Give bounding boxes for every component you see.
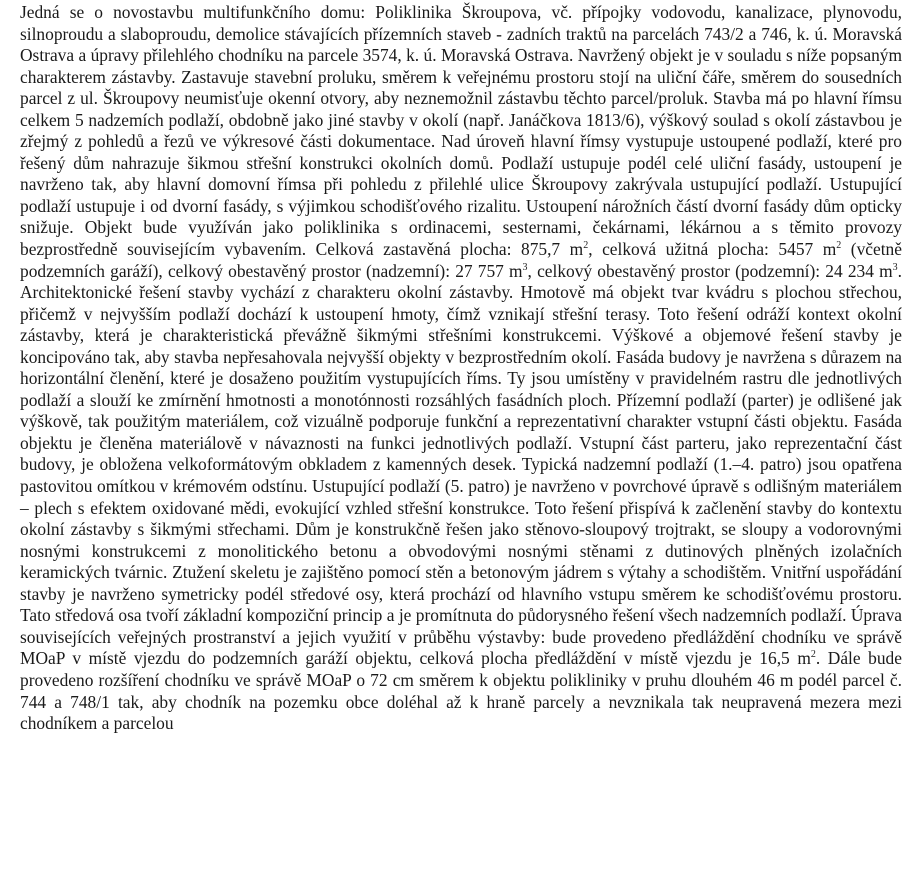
superscript-area-unit-1: 2 bbox=[583, 240, 589, 252]
superscript-area-unit-3: 2 bbox=[810, 649, 816, 661]
text-segment-6: . Dále bude provedeno rozšíření chodníku ve správě MOaP o 72 cm směrem k objektu polikliniky v pruhu dlouhém 46 m podél parcel č. 744 a 748/1 tak, aby chodník na pozemku obce doléhal až k hraně parcely a nevznikala tak neupravená mezera mezi chodníkem a parcelou bbox=[20, 648, 902, 734]
document-text-block bbox=[20, 2, 902, 735]
text-segment-1: Jedná se o novostavbu multifunkčního domu: Poliklinika Škroupova, vč. přípojky vodovodu, kanalizace, plynovodu, silnoproudu a slaboproudu, demolice stávajících přízemních staveb - zadních traktů na parcelách 743/2 a 746, k. ú. Moravská Ostrava a úpravy přilehlého chodníku na parcele 3574, k. ú. Moravská Ostrava. Navržený objekt je v souladu s níže popsaným charakterem zástavby. Zastavuje stavební proluku, směrem k veřejnému prostoru stojí na uliční čáře, směrem do sousedních parcel z ul. Škroupovy neumisťuje okenní otvory, aby neznemožnil zástavbu těchto parcel/proluk. Stavba má po hlavní římsu celkem 5 nadzemích podlaží, obdobně jako jiné stavby v okolí (např. Janáčkova 1813/6), výškový soulad s okolí zástavbou je zřejmý z pohledů a řezů ve výkresové části dokumentace. Nad úroveň hlavní římsy vystupuje ustoupené podlaží, které pro řešený dům nahrazuje šikmou střešní konstrukci okolních domů. Podlaží ustupuje podél celé uliční fasády, ustoupení je navrženo tak, aby hlavní domovní římsa při pohledu z přilehlé ulice Škroupovy zakrývala ustupující podlaží. Ustupující podlaží ustupuje i od dvorní fasády, s výjimkou schodišťového rizalitu. Ustoupení nárožních částí dvorní fasády dům opticky snižuje. Objekt bude využíván jako poliklinika s ordinacemi, sesternami, čekárnami, lékárnou a s těmito provozy bezprostředně souvisejícím vybavením. Celková zastavěná plocha: 875,7 m bbox=[20, 2, 902, 260]
superscript-volume-unit-2: 3 bbox=[892, 261, 898, 273]
superscript-volume-unit-1: 3 bbox=[522, 261, 528, 273]
text-segment-3: (včetně podzemních garáží), celkový obestavěný prostor (nadzemní): 27 757 m bbox=[20, 239, 902, 281]
text-segment-2: , celková užitná plocha: 5457 m bbox=[588, 239, 837, 260]
superscript-area-unit-2: 2 bbox=[836, 240, 842, 252]
text-segment-5: . Architektonické řešení stavby vychází z charakteru okolní zástavby. Hmotově má objekt tvar kvádru s plochou střechou, přičemž v nejvyšším podlaží dochází k ustoupení hmoty, čímž vznikají střešní terasy. Toto řešení odráží kontext okolní zástavby, která je charakteristická převážně šikmými střešními konstrukcemi. Výškové a objemové řešení stavby je koncipováno tak, aby stavba nepřesahovala nejvyšší objekty v bezprostředním okolí. Fasáda budovy je navržena s důrazem na horizontální členění, které je dosaženo použitím vystupujících říms. Ty jsou umístěny v pravidelném rastru dle jednotlivých podlaží a slouží ke zmírnění hmotnosti a monotónnosti rozsáhlých fasádních ploch. Přízemní podlaží (parter) je odlišené jak výškově, tak použitým materiálem, což vizuálně podporuje funkční a reprezentativní charakter vstupní části objektu. Fasáda objektu je členěna materiálově v návaznosti na funkci jednotlivých podlaží. Vstupní část parteru, jako reprezentační část budovy, je obložena velkoformátovým obkladem z kamenných desek. Typická nadzemní podlaží (1.–4. patro) jsou opatřena pastovitou omítkou v krémovém odstínu. Ustupující podlaží (5. patro) je navrženo v povrchové úpravě s odlišným materiálem – plech s efektem oxidované mědi, evokující vzhled střešní konstrukce. Toto řešení přispívá k začlenění stavby do kontextu okolní zástavby s šikmými střechami. Dům je konstrukčně řešen jako stěnovo-sloupový trojtrakt, se sloupy a vodorovnými nosnými konstrukcemi z monolitického betonu a obvodovými nosnými stěnami z dutinových plněných izolačních keramických tvárnic. Ztužení skeletu je zajištěno pomocí stěn a betonovým jádrem s výtahy a schodištěm. Vnitřní uspořádání stavby je navrženo symetricky podél středové osy, která prochází od hlavního vstupu směrem ke schodišťovému prostoru. Tato středová osa tvoří základní kompoziční princip a je promítnuta do půdorysného řešení všech nadzemních podlaží. Úprava souvisejících veřejných prostranství a jejich využití v průběhu výstavby: bude provedeno předláždění chodníku ve správě MOaP v místě vjezdu do podzemních garáží objektu, celková plocha předláždění v místě vjezdu je 16,5 m bbox=[20, 260, 902, 669]
body-paragraph bbox=[20, 2, 902, 735]
text-segment-4: , celkový obestavěný prostor (podzemní): 24 234 m bbox=[527, 260, 893, 281]
